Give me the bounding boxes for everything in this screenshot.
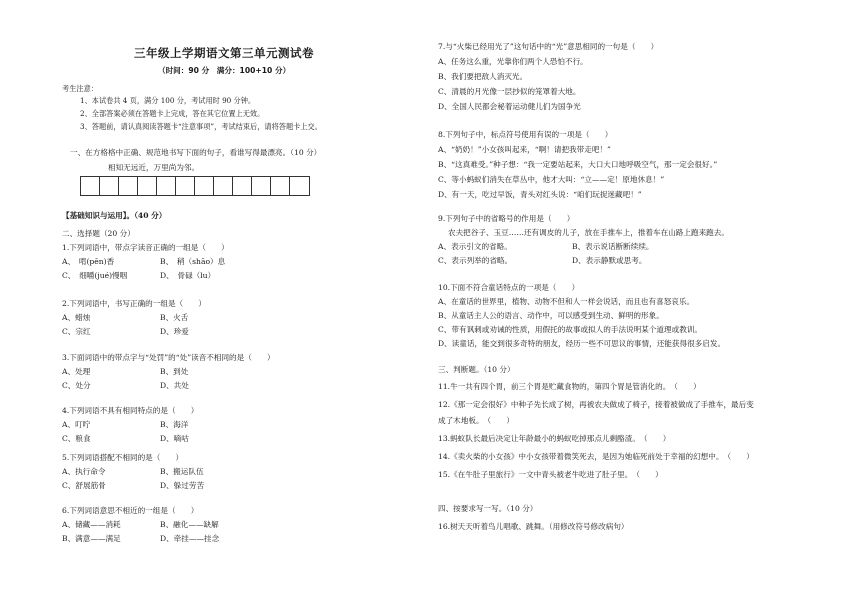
grid-cell[interactable] <box>81 177 100 195</box>
grid-cell[interactable] <box>252 177 271 195</box>
q4-option: B、海洋 <box>160 420 189 429</box>
q3-option: C、处分 <box>62 381 91 390</box>
q9-option-c: C、表示列举的省略。 <box>438 256 513 265</box>
page-subtitle: （时间：90 分 满分：100+10 分） <box>158 66 291 75</box>
q1-option: C、 细嚼(jué)慢咽 <box>62 271 128 280</box>
q3-option: A、处理 <box>62 367 91 376</box>
q7-option-c: C、清晨的月光像一层抄似的笼罩着大地。 <box>438 87 581 96</box>
q10-option-b: B、从童话主人公的语言、动作中，可以感受到生动、鲜明的形象。 <box>438 311 664 320</box>
grid-cell[interactable] <box>290 177 309 195</box>
q14: 14.《卖火柴的小女孩》中小女孩带着微笑死去，是因为她临死前处于幸福的幻想中。 （ ） <box>438 452 754 461</box>
q4-option: C、粮食 <box>62 434 91 443</box>
notes-item-3: 3、答题前，请认真阅读答题卡“注意事项”，考试结束后，请将答题卡上交。 <box>80 122 322 131</box>
q7-option-a: A、任务这么重，光靠你们两个人恐怕不行。 <box>438 57 588 66</box>
q5-stem: 5.下列词语搭配不相同的是（ ） <box>62 453 184 462</box>
q5-option: C、舒展筋骨 <box>62 481 106 490</box>
section4-heading: 四、按要求写一写。（10 分） <box>438 504 538 513</box>
q6-stem: 6.下列词语意思不相近的一组是（ ） <box>62 506 199 515</box>
q1-stem: 1.下列词语中，带点字读音正确的一组是（ ） <box>62 243 229 252</box>
q4-stem: 4.下列词语不具有相同特点的是（ ） <box>62 406 199 415</box>
q10-stem: 10.下面不符合童话特点的一项是（ ） <box>438 283 580 292</box>
q9-option-b: B、表示说话断断续续。 <box>572 242 654 251</box>
q9-stem: 9.下列句子中的省略号的作用是（ ） <box>438 214 575 223</box>
q9-quote: 农夫把谷子、玉豆……还有调皮的儿子，放在手推车上，推着车在山路上跑来跑去。 <box>448 228 729 237</box>
q4-option: A、叮咛 <box>62 420 91 429</box>
grid-cell[interactable] <box>233 177 252 195</box>
q4-option: D、嘀咕 <box>160 434 189 443</box>
q8-stem: 8.下列句子中，标点符号使用有误的一项是（ ） <box>438 130 613 139</box>
q8-option-b: B、“这真难受。”种子想：“我一定要站起来，大口大口地呼吸空气，那一定会很好。” <box>438 160 718 169</box>
q7-option-d: D、全国人民都会秘着运动健儿们为国争光 <box>438 102 581 111</box>
q2-option: D、珍爱 <box>160 327 189 336</box>
q5-option: B、搬运队伍 <box>160 467 204 476</box>
q12-cont: 成了木地板。 （ ） <box>438 416 514 425</box>
q5-option: A、执行命令 <box>62 467 106 476</box>
q6-option: B、满意——满足 <box>62 534 121 543</box>
q3-option: B、到处 <box>160 367 189 376</box>
q2-stem: 2.下列词语中，书写正确的一组是（ ） <box>62 299 206 308</box>
q1-option: D、 骨碌（lu） <box>160 271 216 280</box>
q1-option: B、 稍（shāo）息 <box>160 257 226 266</box>
page-title: 三年级上学期语文第三单元测试卷 <box>134 46 314 60</box>
grid-cell[interactable] <box>214 177 233 195</box>
q1-option: A、 啃(pēn)香 <box>62 257 115 266</box>
q2-option: C、宗红 <box>62 327 91 336</box>
grid-cell[interactable] <box>138 177 157 195</box>
q16: 16.树天天听着鸟儿唱歌、跳舞。（用修改符号修改病句） <box>438 522 629 531</box>
grid-cell[interactable] <box>176 177 195 195</box>
q12: 12.《那一定会很好》中种子先长成了树，再被农夫做成了椅子，接着被做成了手推车，最后变 <box>438 400 754 409</box>
q8-option-c: C、等小蚂蚁们消失在草丛中，他才大叫：“立——定！原地休息！” <box>438 175 665 184</box>
grid-cell[interactable] <box>157 177 176 195</box>
q6-option: D、牵挂——挂念 <box>160 534 220 543</box>
grid-cell[interactable] <box>119 177 138 195</box>
notes-heading: 考生注意： <box>62 84 98 93</box>
q10-option-c: C、带有讽刺或劝诫的性质，用假托的故事或拟人的手法说明某个道理或教训。 <box>438 325 702 334</box>
q13: 13.蚂蚁队长最后决定让年龄最小的蚂蚁吃掉那点儿剩酪渣。 （ ） <box>438 434 671 443</box>
notes-item-1: 1、本试卷共 4 页，满分 100 分，考试用时 90 分钟。 <box>80 96 256 105</box>
q11: 11.牛一共有四个胃，前三个胃是贮藏食物的，第四个胃是管消化的。 （ ） <box>438 382 701 391</box>
q7-stem: 7.与“火柴已经用光了”这句话中的“光”意思相同的一句是（ ） <box>438 42 659 51</box>
section1-heading: 一、在方格格中正确、规范地书写下面的句子，看谁写得最漂亮。（10 分） <box>70 148 322 157</box>
section2-heading: 二、选择题（20 分） <box>62 229 135 238</box>
section3-heading: 三、判断题。（10 分） <box>438 365 515 374</box>
grid-cell[interactable] <box>195 177 214 195</box>
q15: 15.《在牛肚子里旅行》一文中青头被老牛吃进了肚子里。 （ ） <box>438 470 663 479</box>
q3-option: D、共处 <box>160 381 189 390</box>
q8-option-a: A、“奶奶！”小女孩叫起来，“啊！请把我带走吧！” <box>438 145 611 154</box>
grid-cell[interactable] <box>271 177 290 195</box>
q5-option: D、躲过劳苦 <box>160 481 205 490</box>
q9-option-d: D、表示静默或思考。 <box>572 256 647 265</box>
notes-item-2: 2、全部答案必须在答题卡上完成，答在其它位置上无效。 <box>80 109 265 118</box>
q10-option-d: D、读童话，能交到很多奇特的朋友，经历一些不可思议的事情，还能获得很多启发。 <box>438 339 726 348</box>
grid-cell[interactable] <box>100 177 119 195</box>
q3-stem: 3.下面词语中的带点字与“处罚”的“处”读音不相同的是（ ） <box>62 353 275 362</box>
q2-option: A、蜡烛 <box>62 313 91 322</box>
q10-option-a: A、在童话的世界里，植物、动物不但和人一样会说话，而且也有喜怒哀乐。 <box>438 297 695 306</box>
q6-option: B、融化——缺解 <box>160 520 219 529</box>
section1-sentence: 相知无远近，万里尚为邻。 <box>108 163 200 172</box>
q8-option-d: D、有一天，吃过早饭，青头对红头说：“咱们玩捉迷藏吧！” <box>438 190 642 199</box>
q7-option-b: B、我们要把敌人消灭光。 <box>438 72 528 81</box>
section-basic-heading: 【基础知识与运用】。（40 分） <box>62 211 167 220</box>
q2-option: B、火舌 <box>160 313 189 322</box>
q9-option-a: A、表示引文的省略。 <box>438 242 512 251</box>
writing-grid[interactable] <box>80 176 310 196</box>
q6-option: A、储藏——消耗 <box>62 520 121 529</box>
